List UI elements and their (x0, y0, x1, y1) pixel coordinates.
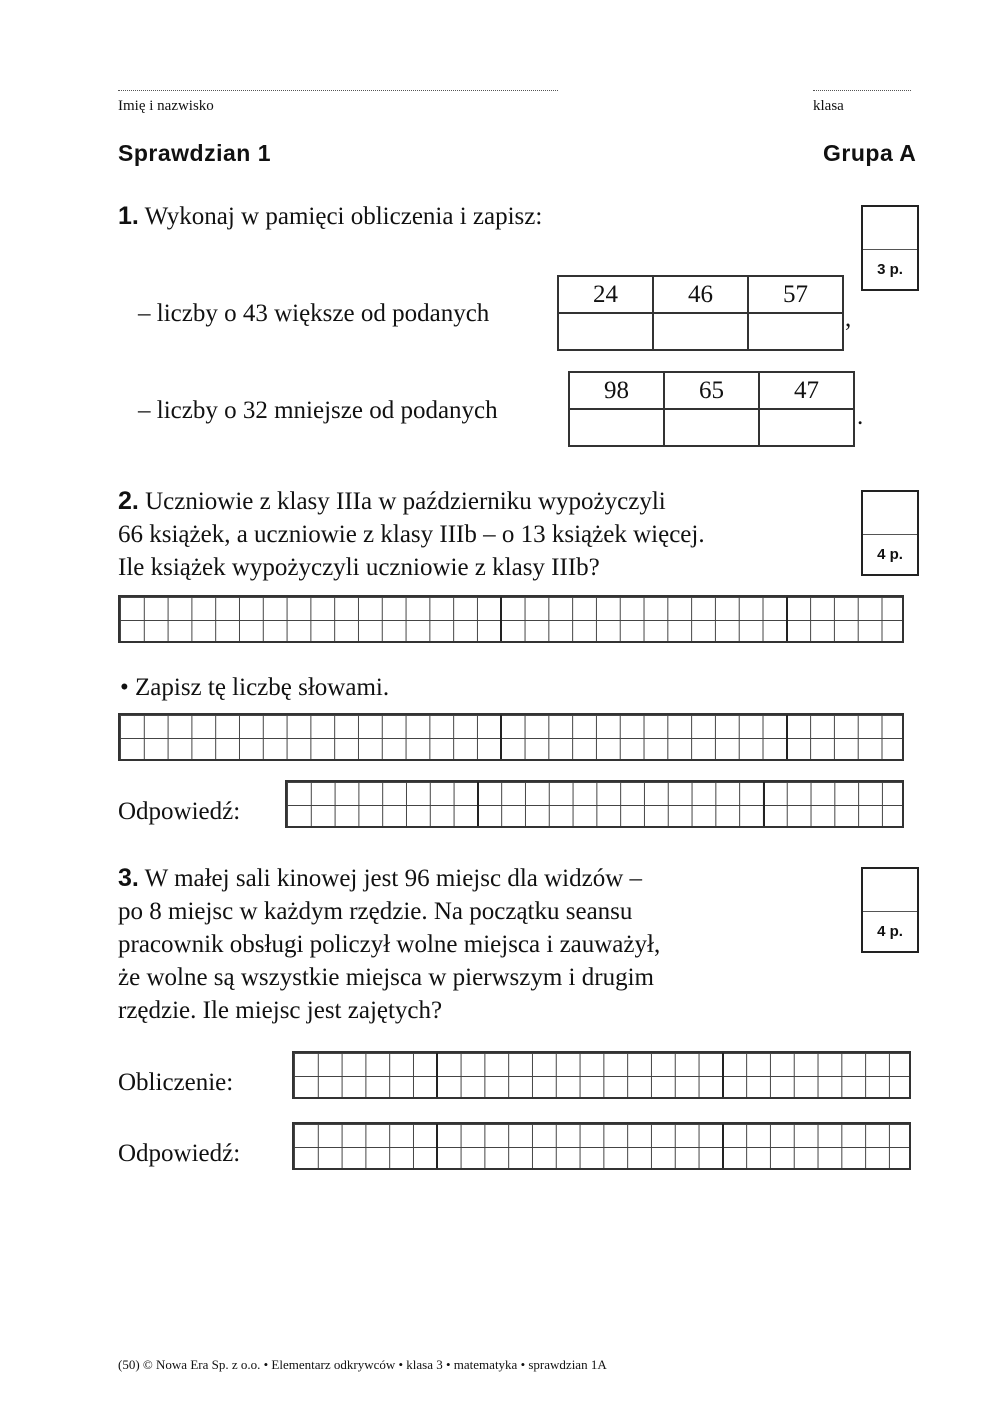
task3-calc-label: Obliczenie: (118, 1069, 234, 1096)
task1-points-box (861, 205, 919, 291)
task2-calc-grid[interactable] (118, 595, 904, 643)
task1-row1-table (557, 275, 844, 351)
task3-points: 4 p. (877, 923, 903, 940)
task1-score-field[interactable] (863, 207, 917, 250)
task3-line1-text: W małej sali kinowej jest 96 miejsc dla widzów – (144, 865, 643, 892)
task2-points-box (861, 490, 919, 576)
task2-points: 4 p. (877, 546, 903, 563)
row1-answer-3[interactable] (748, 313, 843, 350)
task2-words-prompt: • Zapisz tę liczbę słowami. (120, 674, 390, 701)
row2-answer-1[interactable] (569, 409, 664, 446)
row2-punct: . (857, 403, 864, 430)
task2-answer-grid[interactable] (285, 780, 904, 828)
task3-line3: pracownik obsługi policzył wolne miejsca i zauważył, (118, 931, 661, 958)
task2-line3: Ile książek wypożyczyli uczniowie z klasy IIIb? (118, 554, 600, 581)
row1-value-1: 24 (558, 276, 653, 313)
task2-score-field[interactable] (863, 492, 917, 535)
task3-answer-label: Odpowiedź: (118, 1140, 241, 1167)
footer-text: (50) © Nowa Era Sp. z o.o. • Elementarz odkrywców • klasa 3 • matematyka • sprawdzian 1A (118, 1357, 607, 1372)
task2-words-grid[interactable] (118, 713, 904, 761)
task2-line2: 66 książek, a uczniowie z klasy IIIb – o 13 książek więcej. (118, 521, 705, 548)
task3-answer-grid[interactable] (292, 1122, 911, 1170)
task3-score-field[interactable] (863, 869, 917, 912)
class-line[interactable] (813, 80, 911, 91)
name-label: Imię i nazwisko (118, 98, 214, 114)
row2-value-1: 98 (569, 372, 664, 409)
test-title: Sprawdzian 1 (118, 140, 271, 166)
task2-line1-text: Uczniowie z klasy IIIa w październiku wypożyczyli (145, 488, 666, 515)
task3-line4: że wolne są wszystkie miejsca w pierwszym i drugim (118, 964, 654, 991)
row1-value-2: 46 (653, 276, 748, 313)
row1-punct: , (845, 305, 852, 332)
row2-answer-2[interactable] (664, 409, 759, 446)
group-label: Grupa A (823, 140, 917, 166)
task1-row1-text: – liczby o 43 większe od podanych (138, 300, 490, 327)
task1-row2-text: – liczby o 32 mniejsze od podanych (138, 397, 498, 424)
task3-line5: rzędzie. Ile miejsc jest zajętych? (118, 997, 443, 1024)
row1-answer-2[interactable] (653, 313, 748, 350)
row2-value-2: 65 (664, 372, 759, 409)
row1-value-3: 57 (748, 276, 843, 313)
class-label: klasa (813, 98, 844, 114)
task2-answer-label: Odpowiedź: (118, 798, 241, 825)
task1-instruction: Wykonaj w pamięci obliczenia i zapisz: (144, 203, 543, 230)
name-line[interactable] (118, 80, 558, 91)
task2-line1 (118, 485, 666, 518)
task3-number: 3. (118, 864, 139, 892)
task3-points-box (861, 867, 919, 953)
task1-number: 1. (118, 202, 139, 230)
row2-answer-3[interactable] (759, 409, 854, 446)
task3-line1 (118, 862, 642, 895)
row2-value-3: 47 (759, 372, 854, 409)
task3-calc-grid[interactable] (292, 1051, 911, 1099)
task1-instruction-line (118, 200, 542, 233)
task1-row2-table (568, 371, 855, 447)
task1-points: 3 p. (877, 261, 903, 278)
task2-number: 2. (118, 487, 139, 515)
task3-line2: po 8 miejsc w każdym rzędzie. Na początku seansu (118, 898, 633, 925)
row1-answer-1[interactable] (558, 313, 653, 350)
